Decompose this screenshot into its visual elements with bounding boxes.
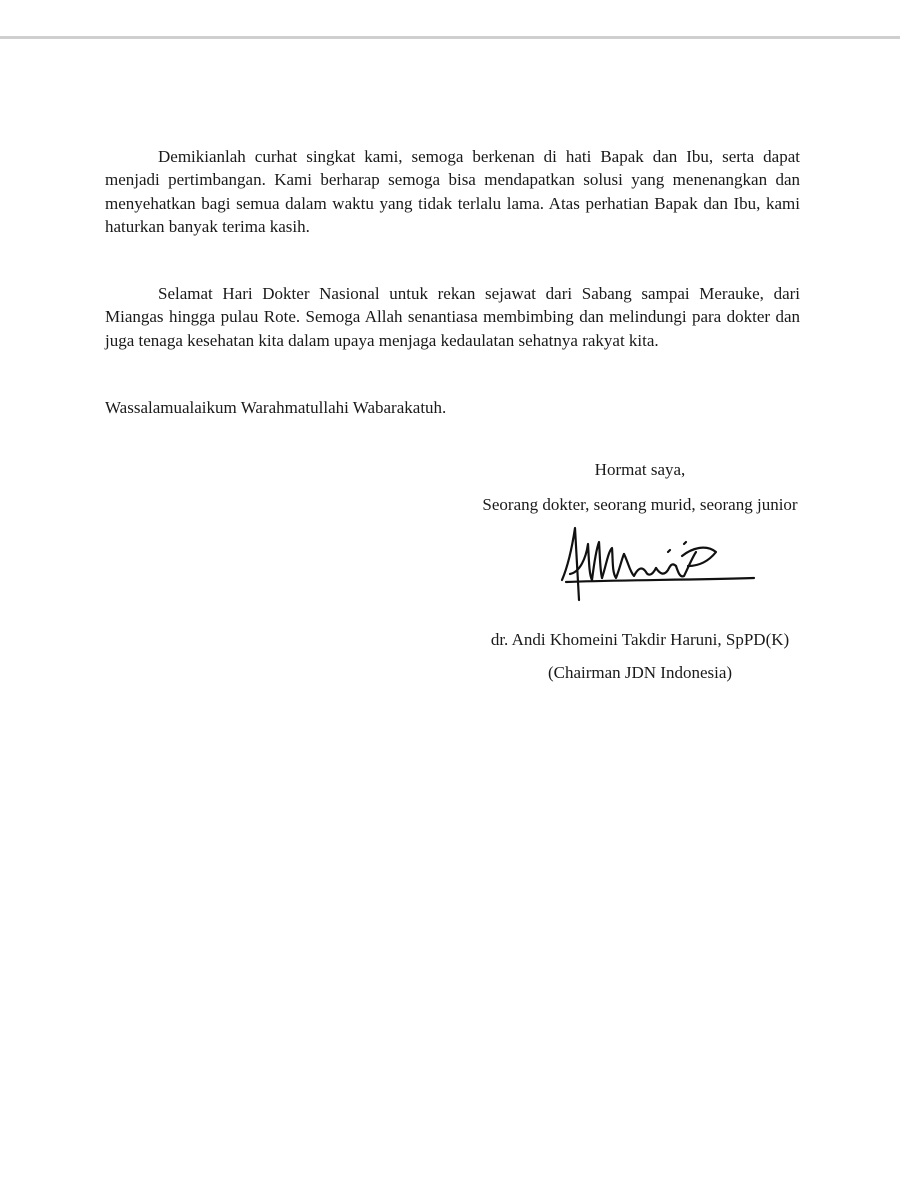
sign-descriptor: Seorang dokter, seorang murid, seorang junior: [482, 495, 798, 514]
handwritten-signature-icon: [558, 522, 758, 608]
paragraph-doctors-day-greeting: Selamat Hari Dokter Nasional untuk rekan sejawat dari Sabang sampai Merauke, dari Miangas hingga pulau Rote. Semoga Allah senantiasa membimbing dan melindungi para dokter dan juga tenaga kesehatan kita dalam upaya menjaga kedaulatan sehatnya rakyat kita.: [105, 284, 800, 350]
top-divider: [0, 36, 900, 39]
signatory-role: (Chairman JDN Indonesia): [547, 663, 733, 682]
signatory-name: dr. Andi Khomeini Takdir Haruni, SpPD(K): [490, 630, 790, 649]
letter-body: [105, 145, 800, 419]
sign-greeting: Hormat saya,: [594, 460, 686, 479]
paragraph-closing-remarks: Demikianlah curhat singkat kami, semoga berkenan di hati Bapak dan Ibu, serta dapat menjadi pertimbangan. Kami berharap semoga bisa mendapatkan solusi yang menenangkan dan menyehatkan bagi semua dalam waktu yang tidak terlalu lama. Atas perhatian Bapak dan Ibu, kami haturkan banyak terima kasih.: [105, 147, 800, 236]
signature-block: [470, 458, 810, 684]
closing-salutation: Wassalamualaikum Warahmatullahi Wabarakatuh.: [105, 398, 447, 418]
